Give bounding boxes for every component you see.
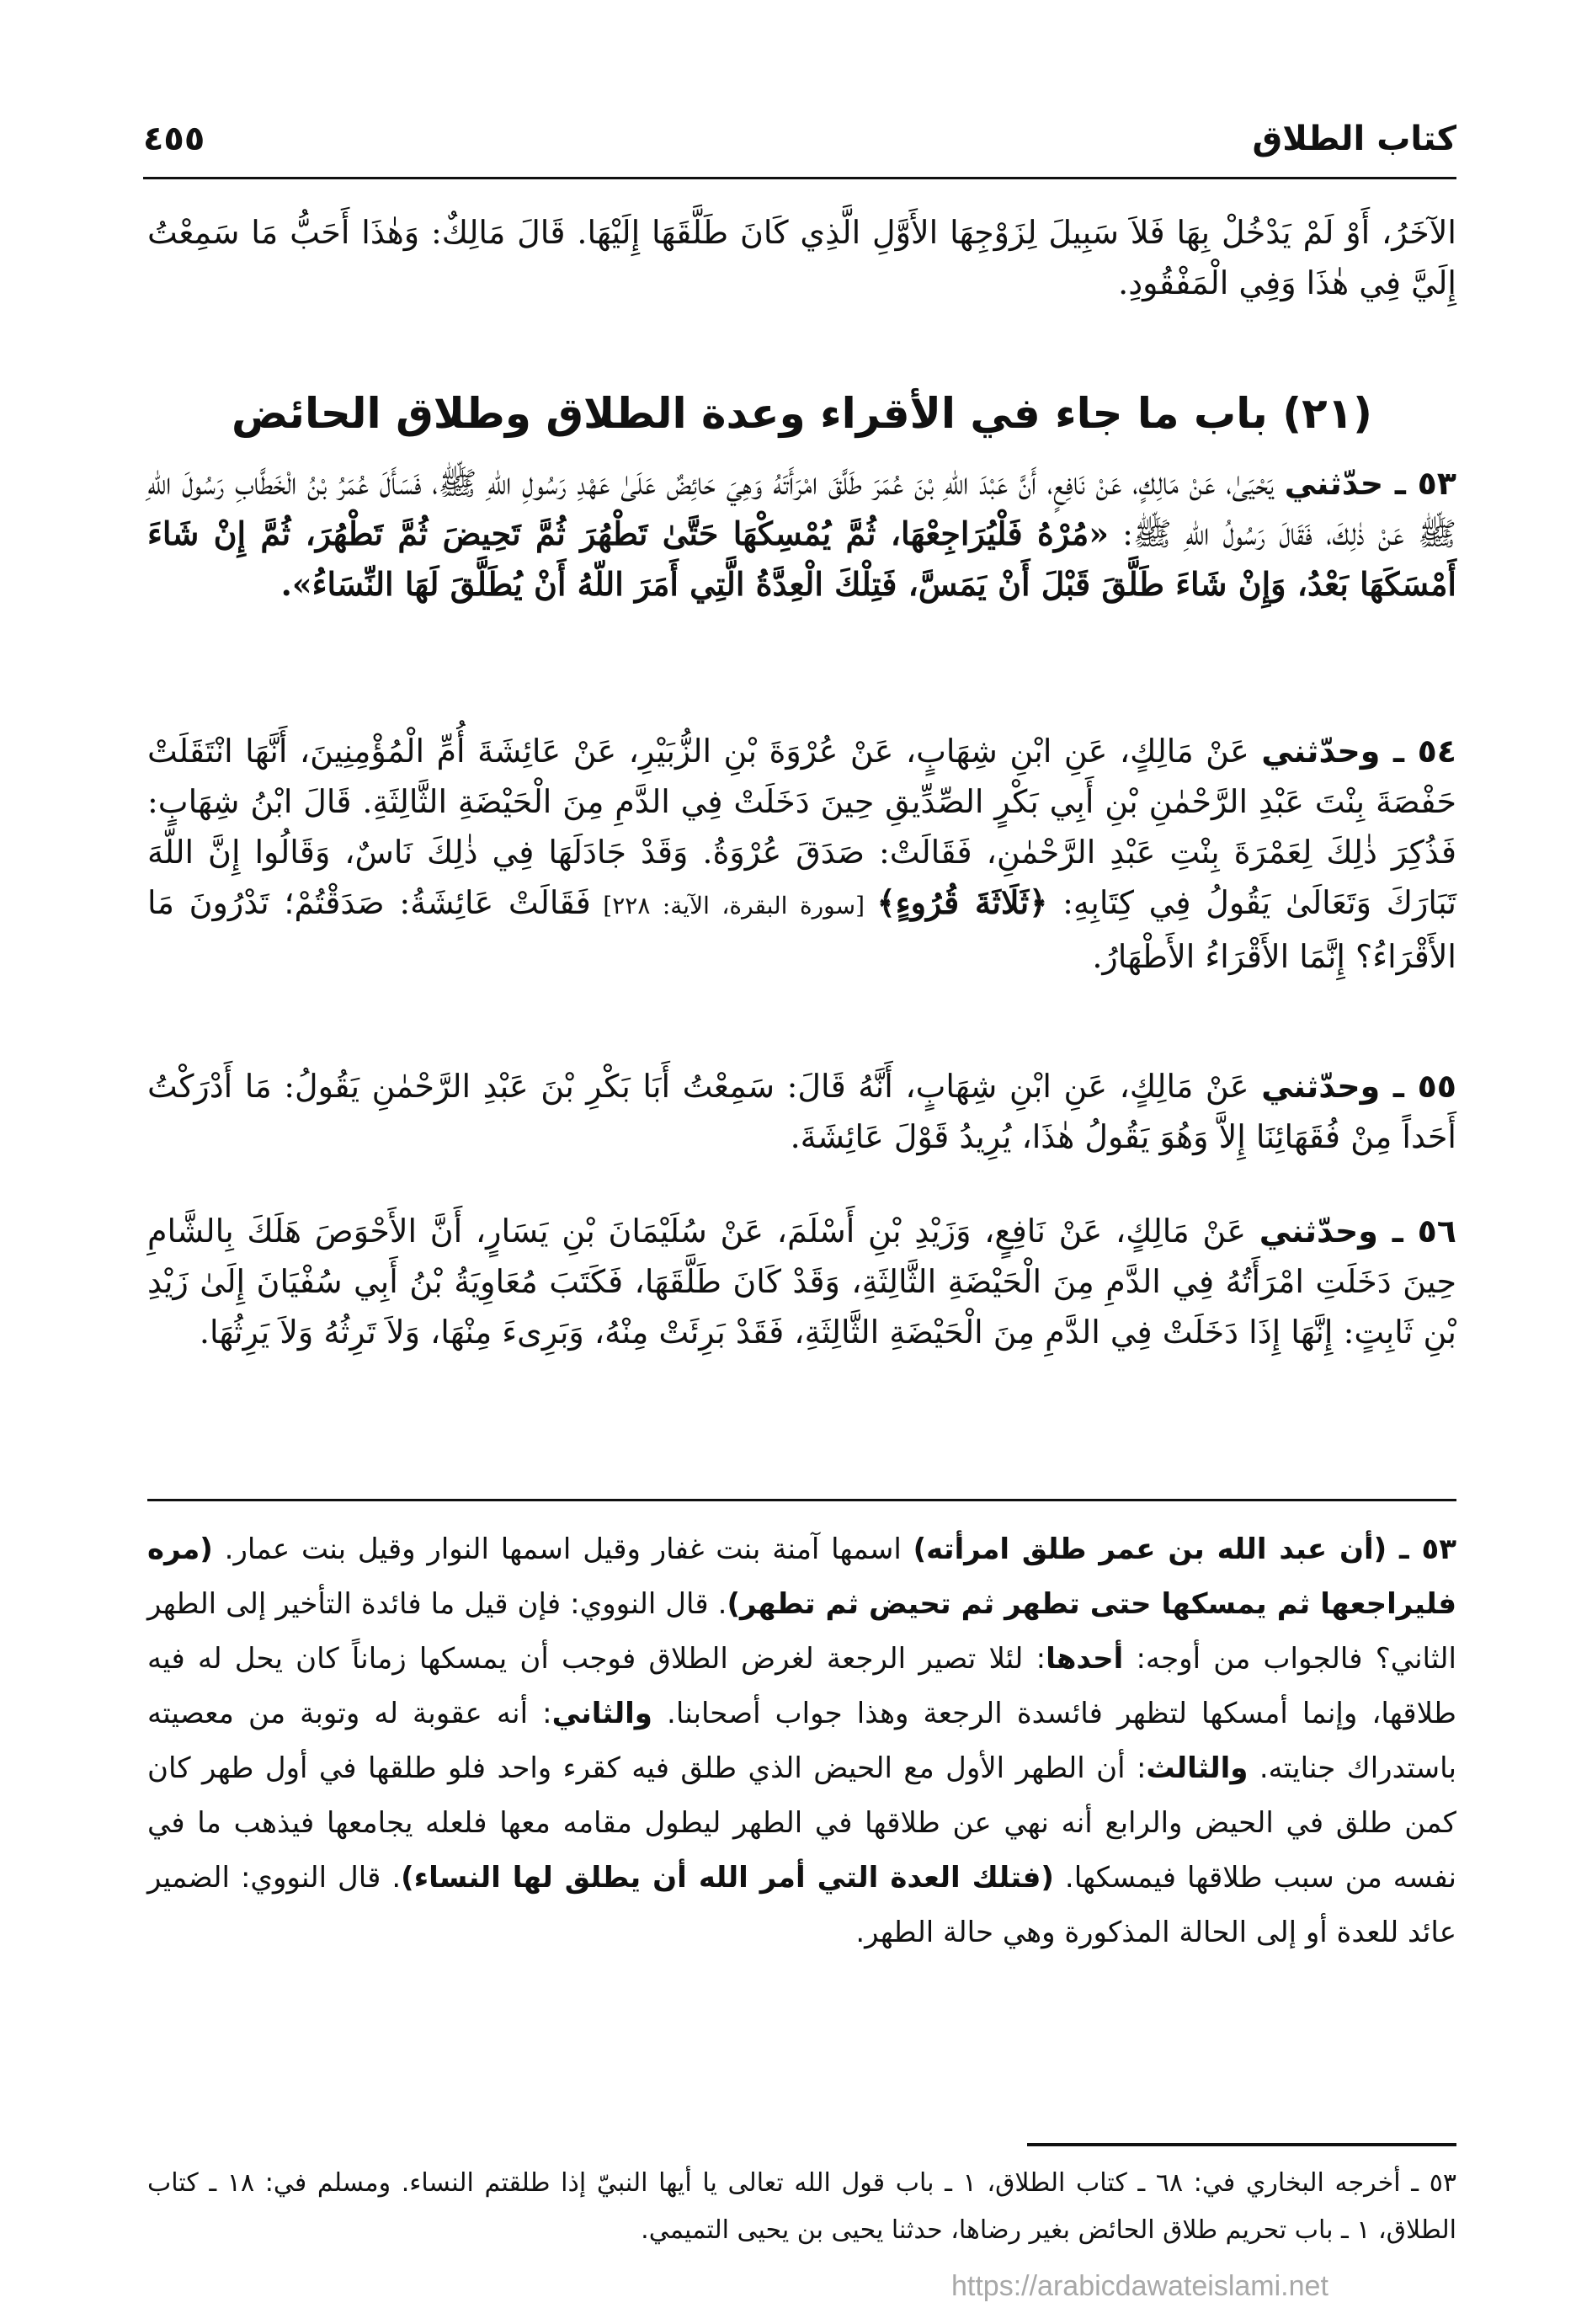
- references-separator: [1027, 2143, 1456, 2146]
- hadith-lead: ٥٤ ـ وحدّثني: [1261, 733, 1456, 770]
- commentary-term: أحدها: [1046, 1642, 1124, 1676]
- hadith-56: [147, 1206, 1456, 1357]
- hadith-lead: ٥٥ ـ وحدّثني: [1261, 1068, 1456, 1105]
- book-title: كتاب الطلاق: [1252, 120, 1456, 158]
- commentary-text: . قال النووي: الضمير عائد للعدة أو إلى الحالة المذكورة وهي حالة الطهر.: [147, 1861, 1456, 1949]
- chapter-number: (٢١): [1282, 389, 1373, 438]
- hadith-lead: ٥٣ ـ حدّثني: [1284, 465, 1456, 502]
- chapter-title: باب ما جاء في الأقراء وعدة الطلاق وطلاق الحائض: [231, 389, 1268, 438]
- hadith-text-continued: فَقَالَتْ عَائِشَةُ: صَدَقْتُمْ؛ تَدْرُونَ مَا الأَقْرَاءُ؟ إِنَّمَا الأَقْرَاءُ الأَطْهَارُ.: [147, 884, 1456, 975]
- commentary-quote: (مره فليراجعها ثم يمسكها حتى تطهر ثم تحيض ثم تطهر): [147, 1532, 1456, 1621]
- commentary-text: : أنه عقوبة له وتوبة من معصيته باستدراك جنايته.: [147, 1697, 1456, 1785]
- commentary-term: والثاني: [551, 1697, 652, 1730]
- commentary-quote: (فتلك العدة التي أمر الله أن يطلق لها النساء): [401, 1861, 1054, 1895]
- hadith-54: [147, 726, 1456, 982]
- watermark-url: https://arabicdawateislami.net: [951, 2270, 1328, 2302]
- commentary-text: . قال النووي: فإن قيل ما فائدة التأخير إلى الطهر الثاني؟ فالجواب من أوجه:: [147, 1587, 1456, 1676]
- commentary-lead: ٥٣ ـ (أن عبد الله بن عمر طلق امرأته): [913, 1532, 1456, 1566]
- commentary-section: [147, 1522, 1456, 1960]
- hadith-text: عَنْ مَالِكٍ، عَنِ ابْنِ شِهَابٍ، أَنَّهُ قَالَ: سَمِعْتُ أَبَا بَكْرِ بْنَ عَبْدِ الرَّحْمٰنِ يَقُولُ: مَا أَدْرَكْتُ أَحَداً مِنْ فُقَهَائِنَا إِلاَّ وَهُوَ يَقُولُ هٰذَا، يُرِيدُ قَوْلَ عَائِشَةَ.: [147, 1068, 1456, 1155]
- page-number: ٤٥٥: [143, 120, 205, 158]
- commentary-term: والثالث: [1146, 1751, 1249, 1785]
- commentary-text: اسمها آمنة بنت غفار وقيل اسمها النوار وقيل بنت عمار.: [212, 1532, 913, 1566]
- hadith-text: عَنْ مَالِكٍ، عَنْ نَافِعٍ، وَزَيْدِ بْنِ أَسْلَمَ، عَنْ سُلَيْمَانَ بْنِ يَسَارٍ، أَنَّ الأَحْوَصَ هَلَكَ بِالشَّامِ حِينَ دَخَلَتِ امْرَأَتُهُ فِي الدَّمِ مِنَ الْحَيْضَةِ الثَّالِثَةِ، وَقَدْ كَانَ طَلَّقَهَا، فَكَتَبَ مُعَاوِيَةُ بْنُ أَبِي سُفْيَانَ إِلَىٰ زَيْدِ بْنِ ثَابِتٍ: إِنَّهَا إِذَا دَخَلَتْ فِي الدَّمِ مِنَ الْحَيْضَةِ الثَّالِثَةِ، فَقَدْ بَرِئَتْ مِنْهُ، وَبَرِىءَ مِنْهَا، وَلاَ تَرِثُهُ وَلاَ يَرِثُهَا.: [147, 1213, 1456, 1351]
- hadith-53: [147, 458, 1456, 610]
- chapter-heading: [147, 384, 1456, 443]
- hadith-lead: ٥٦ ـ وحدّثني: [1259, 1213, 1456, 1250]
- hadith-55: [147, 1061, 1456, 1162]
- running-header: [143, 101, 1456, 179]
- surah-reference: [سورة البقرة، الآية: ٢٢٨]: [590, 892, 877, 919]
- hadith-text: عَنْ مَالِكٍ، عَنِ ابْنِ شِهَابٍ، عَنْ عُرْوَةَ بْنِ الزُّبَيْرِ، عَنْ عَائِشَةَ أُمِّ الْمُؤْمِنِينَ، أَنَّهَا انْتَقَلَتْ حَفْصَةَ بِنْتَ عَبْدِ الرَّحْمٰنِ بْنِ أَبِي بَكْرٍ الصِّدِّيقِ حِينَ دَخَلَتْ فِي الدَّمِ مِنَ الْحَيْضَةِ الثَّالِثَةِ. قَالَ ابْنُ شِهَابٍ: فَذُكِرَ ذٰلِكَ لِعَمْرَةَ بِنْتِ عَبْدِ الرَّحْمٰنِ، فَقَالَتْ: صَدَقَ عُرْوَةُ. وَقَدْ جَادَلَهَا فِي ذٰلِكَ نَاسٌ، وَقَالُوا إِنَّ اللّهَ تَبَارَكَ وَتَعَالَىٰ يَقُولُ فِي كِتَابِهِ:: [147, 733, 1456, 921]
- quran-quote: ﴿ثَلَاثَةَ قُرُوءٍ﴾: [876, 883, 1048, 921]
- commentary-text: : أن الطهر الأول مع الحيض الذي طلق فيه كقرء واحد فلو طلقها في أول طهر كان كمن طلق في الحيض والرابع أنه نهي عن طلاقها في الطهر ليطول مقامه معها فلعله يجامعها فيذهب ما في نفسه من سبب طلاقها فيمسكها.: [147, 1751, 1457, 1895]
- hadith-text: يَحْيَىٰ، عَنْ مَالِكٍ، عَنْ نَافِعٍ، أَنَّ عَبْدَ اللّهِ بْنَ عُمَرَ طَلَّقَ امْرَأَتَهُ وَهِيَ حَائِضٌ عَلَىٰ عَهْدِ رَسُولِ اللّهِ ﷺ، فَسَأَلَ عُمَرُ بْنُ الْخَطَّابِ رَسُولَ اللّهِ ﷺ عَنْ ذٰلِكَ، فَقَالَ رَسُولُ اللّهِ ﷺ:: [147, 465, 1456, 552]
- hadith-quote: «مُرْهُ فَلْيُرَاجِعْهَا، ثُمَّ يُمْسِكْهَا حَتَّىٰ تَطْهُرَ ثُمَّ تَحِيضَ ثُمَّ تَطْهُرَ، ثُمَّ إِنْ شَاءَ أَمْسَكَهَا بَعْدُ، وَإِنْ شَاءَ طَلَّقَ قَبْلَ أَنْ يَمَسَّ، فَتِلْكَ الْعِدَّةُ الَّتِي أَمَرَ اللّهُ أَنْ يُطَلَّقَ لَهَا النِّسَاءُ».: [147, 514, 1456, 603]
- intro-paragraph: الآخَرُ، أَوْ لَمْ يَدْخُلْ بِهَا فَلاَ سَبِيلَ لِزَوْجِهَا الأَوَّلِ الَّذِي كَانَ طَلَّقَهَا إِلَيْهَا. قَالَ مَالِكٌ: وَهٰذَا أَحَبُّ مَا سَمِعْتُ إِلَيَّ فِي هٰذَا وَفِي الْمَفْقُودِ.: [147, 214, 1456, 301]
- references-footnote: ٥٣ ـ أخرجه البخاري في: ٦٨ ـ كتاب الطلاق، ١ ـ باب قول الله تعالى يا أيها النبيّ إذا طلقتم النساء. ومسلم في: ١٨ ـ كتاب الطلاق، ١ ـ باب تحريم طلاق الحائض بغير رضاها، حدثنا يحيى بن يحيى التميمي.: [147, 2168, 1456, 2245]
- commentary-text: : لئلا تصير الرجعة لغرض الطلاق فوجب أن يمسكها زماناً كان يحل له فيه طلاقها، وإنما أمسكها لتظهر فائسدة الرجعة وهذا جواب أصحابنا.: [147, 1642, 1456, 1730]
- commentary-separator: [147, 1499, 1456, 1501]
